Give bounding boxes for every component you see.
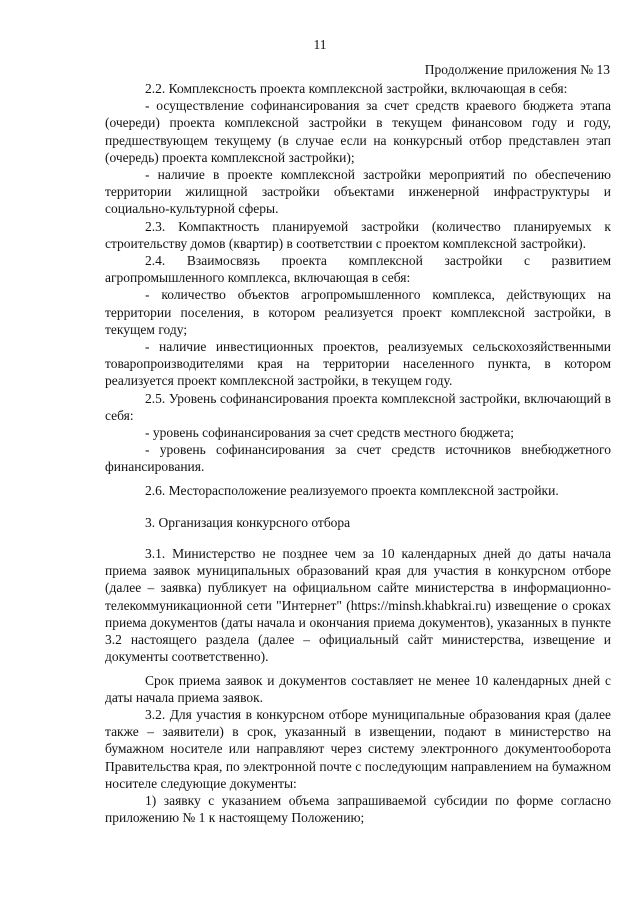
paragraph-2-5-item-1: - уровень софинансирования за счет средств местного бюджета; (145, 425, 514, 441)
paragraph-2-2: 2.2. Комплексность проекта комплексной застройки, включающая в себя: (145, 81, 568, 96)
paragraph-2-2-item-2: - наличие в проекте комплексной застройки мероприятий по обеспечению территории жилищной застройки объектами инженерной инфраструктуры и социально-культурной сферы. (105, 167, 611, 217)
section-3-heading: 3. Организация конкурсного отбора (145, 514, 351, 530)
paragraph-2-2-item-1: - осуществление софинансирования за счет средств краевого бюджета этапа (очереди) проекта комплексной застройки в текущем финансовом году и году, предшествующем текущему (в случае если на конкурсный отбор представлен этап (очередь) проекта комплексной застройки); (105, 98, 611, 165)
paragraph-3-2-item-1: 1) заявку с указанием объема запрашиваемой субсидии по форме согласно приложению № 1 к настоящему Положению; (105, 792, 611, 826)
paragraph-2-4: 2.4. Взаимосвязь проекта комплексной застройки с развитием агропромышленного комплекса, включающая в себя: (105, 253, 611, 286)
paragraph-2-4-item-2: - наличие инвестиционных проектов, реализуемых сельскохозяйственными товаропроизводителями края на территории населенного пункта, в котором реализуется проект комплексной застройки, в текущем году. (105, 339, 611, 389)
paragraph-3-1: 3.1. Министерство не позднее чем за 10 календарных дней до даты начала приема заявок муниципальных образований края для участия в конкурсном отборе (далее – заявка) публикует на официальном сайте министерства в информационно-телекоммуникационной сети "Интернет" (https://minsh.khabkrai.ru) извещение о сроках приема документов (даты начала и окончания приема документов), указанных в пункте 3.2 настоящего раздела (далее – официальный сайт министерства, извещение и документы соответственно). (105, 546, 611, 665)
page-number: 11 (313, 37, 327, 52)
paragraph-2-5-item-2: - уровень софинансирования за счет средств источников внебюджетного финансирования. (105, 442, 611, 475)
paragraph-2-6: 2.6. Месторасположение реализуемого проекта комплексной застройки. (145, 482, 559, 498)
paragraph-2-5: 2.5. Уровень софинансирования проекта комплексной застройки, включающий в себя: (105, 390, 611, 423)
paragraph-3-2: 3.2. Для участия в конкурсном отборе муниципальные образования края (далее также – заявители) в срок, указанный в извещении, подают в министерство на бумажном носителе или направляют через систему электронного документооборота Правительства края, по электронной почте с последующим направлением на бумажном носителе следующие документы: (105, 706, 611, 791)
document-body (105, 80, 611, 826)
paragraph-3-1-term: Срок приема заявок и документов составляет не менее 10 календарных дней с даты начала приема заявок. (105, 672, 611, 705)
paragraph-2-4-item-1: - количество объектов агропромышленного комплекса, действующих на территории поселения, в котором реализуется проект комплексной застройки, в текущем году; (105, 287, 611, 337)
appendix-continuation-label: Продолжение приложения № 13 (424, 62, 610, 77)
paragraph-2-3: 2.3. Компактность планируемой застройки (количество планируемых к строительству домов (квартир) в соответствии с проектом комплексной застройки). (105, 218, 611, 251)
